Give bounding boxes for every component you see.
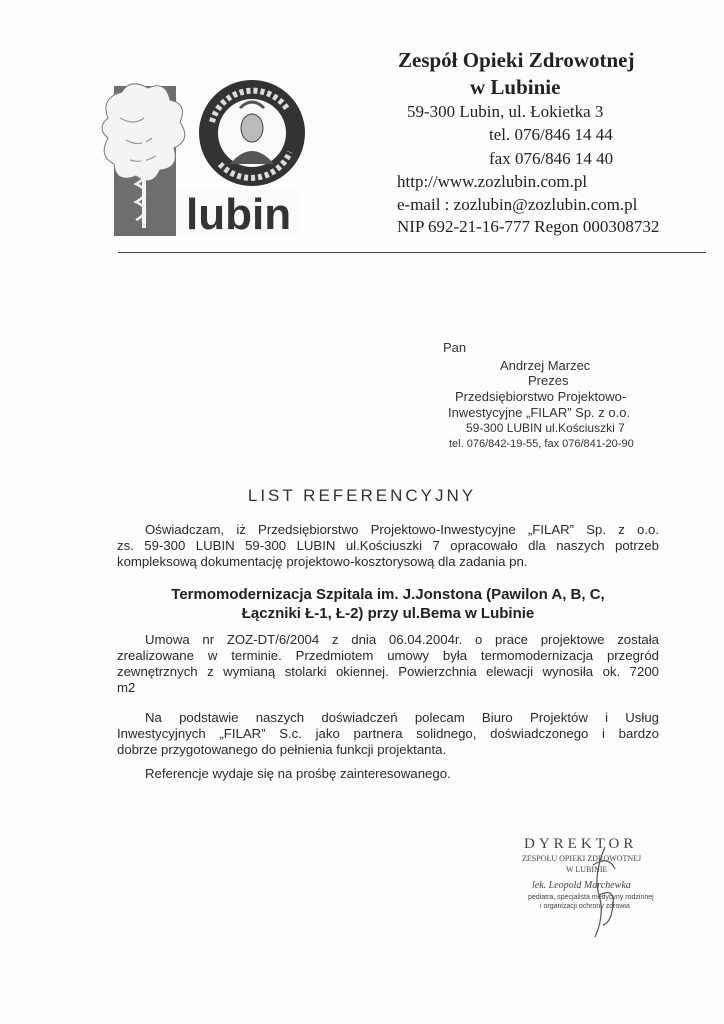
paragraph-contract	[117, 632, 659, 696]
recipient-company-line2: Inwestycyjne „FILAR” Sp. z o.o.	[448, 405, 631, 420]
closing-line: Referencje wydaje się na prośbę zainteresowanego.	[145, 766, 451, 781]
paragraph-line: Umowa nr ZOZ-DT/6/2004 z dnia 06.04.2004r. o prace projektowe została	[145, 632, 659, 647]
project-subject	[117, 585, 659, 623]
organization-fax: fax 076/846 14 40	[489, 149, 614, 168]
paragraph-line: Oświadczam, iż Przedsiębiorstwo Projektowo-Inwestycyjne „FILAR” Sp. z o.o.	[145, 522, 659, 537]
paragraph-line: Na podstawie naszych doświadczeń polecam Biuro Projektów i Usług	[145, 710, 659, 725]
organization-email: e-mail : zozlubin@zozlubin.com.pl	[397, 195, 638, 214]
recipient-salutation: Pan	[443, 340, 467, 355]
recipient-address: 59-300 LUBIN ul.Kościuszki 7	[466, 421, 625, 435]
paragraph-line: zewnętrznych z wymianą stolarki okiennej. Powierzchnia elewacji wynosiła ok. 7200	[117, 664, 659, 679]
header-divider	[118, 252, 706, 253]
recipient-position: Prezes	[528, 373, 569, 388]
subject-line: Łączniki Ł-1, Ł-2) przy ul.Bema w Lubinie	[241, 605, 535, 622]
stamp-title: DYREKTOR	[524, 836, 638, 852]
paragraph-line: dobrze przygotowanego do pełnienia funkcji projektanta.	[117, 742, 447, 757]
recipient-name: Andrzej Marzec	[500, 358, 591, 373]
paragraph-line: Inwestycyjnych „FILAR” S.c. jako partnera solidnego, doświadczonego i bardzo	[117, 726, 659, 741]
recipient-company-line1: Przedsiębiorstwo Projektowo-	[455, 389, 627, 404]
organization-name: Zespół Opieki Zdrowotnej	[398, 48, 635, 72]
logo-word: lubin	[186, 190, 292, 239]
organization-tel: tel. 076/846 14 44	[489, 125, 613, 144]
paragraph-line: zrealizowane w terminie. Przedmiotem umowy była termomodernizacja przegród	[117, 648, 659, 663]
document-title: LIST REFERENCYJNY	[247, 486, 477, 505]
paragraph-line: zs. 59-300 LUBIN 59-300 LUBIN ul.Kościuszki 7 opracowało dla naszych potrzeb	[117, 538, 659, 553]
paragraph-line: kompleksową dokumentację projektowo-kosztorysową dla zadania pn.	[117, 554, 528, 569]
paragraph-line: m2	[117, 680, 136, 695]
director-signature	[575, 845, 630, 940]
stamp-city: W LUBINIE	[566, 865, 608, 874]
stamp-name: lek. Leopold Marchewka	[532, 880, 631, 891]
stamp-specialty: pediatra, specjalista medycyny rodzinnej	[528, 894, 654, 901]
organization-website: http://www.zozlubin.com.pl	[397, 172, 588, 191]
paragraph-intro	[117, 522, 659, 570]
organization-nip-regon: NIP 692-21-16-777 Regon 000308732	[397, 217, 660, 236]
stamp-specialty: i organizacji ochrony zdrowia	[540, 903, 630, 910]
organization-address: 59-300 Lubin, ul. Łokietka 3	[407, 102, 604, 121]
organization-city: w Lubinie	[470, 75, 561, 99]
subject-line: Termomodernizacja Szpitala im. J.Jonstona (Pawilon A, B, C,	[171, 586, 605, 603]
stamp-org: ZESPOŁU OPIEKI ZDROWOTNEJ	[522, 854, 642, 863]
hospital-logo	[100, 78, 305, 243]
paragraph-recommendation	[117, 710, 659, 758]
recipient-contact: tel. 076/842-19-55, fax 076/841-20-90	[449, 438, 634, 450]
